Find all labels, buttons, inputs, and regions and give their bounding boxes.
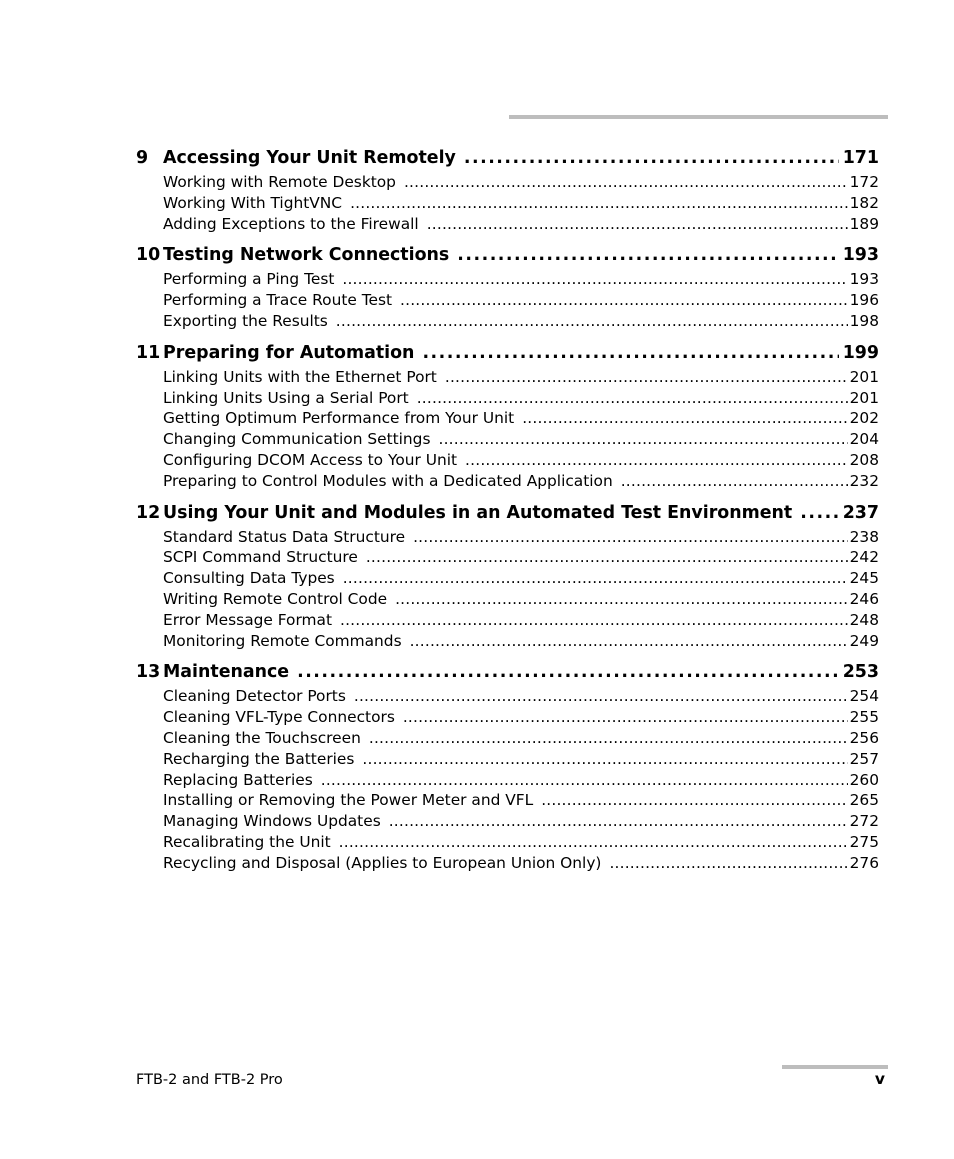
dot-leader bbox=[340, 610, 848, 631]
section-page-number: 260 bbox=[849, 770, 879, 789]
dot-leader bbox=[457, 244, 838, 267]
section-entry[interactable] bbox=[163, 707, 879, 728]
chapter-page-number: 193 bbox=[842, 245, 879, 266]
section-title: Standard Status Data Structure bbox=[163, 527, 406, 546]
section-title: Getting Optimum Performance from Your Unit bbox=[163, 409, 515, 428]
dot-leader bbox=[366, 547, 848, 568]
dot-leader bbox=[339, 832, 848, 853]
dot-leader bbox=[403, 707, 848, 728]
section-page-number: 204 bbox=[849, 430, 879, 449]
dot-leader bbox=[422, 342, 838, 365]
dot-leader bbox=[413, 527, 848, 548]
section-page-number: 193 bbox=[849, 270, 879, 289]
section-entry[interactable] bbox=[163, 450, 879, 471]
chapter-entry[interactable] bbox=[136, 502, 879, 525]
section-title: Preparing to Control Modules with a Dedicated Application bbox=[163, 471, 613, 490]
chapter-title: Preparing for Automation bbox=[163, 342, 415, 363]
footer-product-name: FTB-2 and FTB-2 Pro bbox=[136, 1072, 283, 1088]
section-title: Monitoring Remote Commands bbox=[163, 631, 402, 650]
section-title: Changing Communication Settings bbox=[163, 430, 431, 449]
chapter-title: Accessing Your Unit Remotely bbox=[163, 148, 456, 168]
section-entry[interactable] bbox=[163, 388, 879, 409]
section-title: Writing Remote Control Code bbox=[163, 589, 388, 608]
section-entry[interactable] bbox=[163, 290, 879, 311]
section-title: Exporting the Results bbox=[163, 311, 328, 330]
section-title: Recycling and Disposal (Applies to European Union Only) bbox=[163, 853, 602, 872]
chapter-number: 13 bbox=[136, 662, 161, 683]
section-title: Cleaning the Touchscreen bbox=[163, 728, 361, 747]
dot-leader bbox=[800, 502, 838, 525]
section-page-number: 196 bbox=[849, 291, 879, 310]
section-title: Working With TightVNC bbox=[163, 193, 343, 212]
section-page-number: 246 bbox=[849, 589, 879, 608]
dot-leader bbox=[369, 728, 848, 749]
section-title: Error Message Format bbox=[163, 610, 332, 629]
section-page-number: 189 bbox=[849, 214, 879, 233]
section-entry[interactable] bbox=[163, 429, 879, 450]
section-page-number: 275 bbox=[849, 832, 879, 851]
chapter-page-number: 237 bbox=[842, 502, 879, 523]
section-entry[interactable] bbox=[163, 770, 879, 791]
section-entry[interactable] bbox=[163, 832, 879, 853]
section-title: Working with Remote Desktop bbox=[163, 173, 396, 191]
section-title: Managing Windows Updates bbox=[163, 812, 381, 831]
section-page-number: 276 bbox=[849, 853, 879, 872]
section-page-number: 265 bbox=[849, 791, 879, 810]
section-entry[interactable] bbox=[163, 686, 879, 707]
dot-leader bbox=[354, 686, 848, 707]
section-entry[interactable] bbox=[163, 811, 879, 832]
dot-leader bbox=[343, 568, 848, 589]
chapter-page-number: 171 bbox=[842, 148, 879, 168]
section-entry[interactable] bbox=[163, 172, 879, 193]
dot-leader bbox=[438, 429, 847, 450]
section-page-number: 201 bbox=[849, 367, 879, 386]
toc-chapter bbox=[136, 342, 879, 492]
dot-leader bbox=[342, 269, 847, 290]
section-title: Cleaning Detector Ports bbox=[163, 687, 346, 706]
section-entry[interactable] bbox=[163, 367, 879, 388]
dot-leader bbox=[395, 589, 848, 610]
dot-leader bbox=[404, 172, 848, 193]
chapter-number: 11 bbox=[136, 342, 161, 363]
section-entry[interactable] bbox=[163, 589, 879, 610]
dot-leader bbox=[400, 290, 848, 311]
section-title: SCPI Command Structure bbox=[163, 548, 358, 567]
section-entry[interactable] bbox=[163, 547, 879, 568]
section-entry[interactable] bbox=[163, 853, 879, 874]
section-entry[interactable] bbox=[163, 728, 879, 749]
dot-leader bbox=[350, 193, 848, 214]
section-title: Performing a Trace Route Test bbox=[163, 291, 393, 310]
section-page-number: 182 bbox=[849, 193, 879, 212]
section-entry[interactable] bbox=[163, 471, 879, 492]
section-page-number: 208 bbox=[849, 450, 879, 469]
section-title: Configuring DCOM Access to Your Unit bbox=[163, 450, 458, 469]
section-entry[interactable] bbox=[163, 269, 879, 290]
dot-leader bbox=[321, 770, 848, 791]
chapter-number: 9 bbox=[136, 148, 149, 168]
chapter-title: Using Your Unit and Modules in an Automated Test Environment bbox=[163, 502, 793, 523]
header-rule bbox=[509, 115, 888, 119]
chapter-title: Testing Network Connections bbox=[163, 245, 450, 266]
section-entry[interactable] bbox=[163, 790, 879, 811]
section-page-number: 255 bbox=[849, 708, 879, 727]
chapter-number: 10 bbox=[136, 245, 161, 266]
toc-chapter bbox=[136, 661, 879, 873]
section-title: Cleaning VFL-Type Connectors bbox=[163, 708, 395, 727]
dot-leader bbox=[464, 147, 839, 170]
section-page-number: 245 bbox=[849, 569, 879, 588]
section-page-number: 254 bbox=[849, 687, 879, 706]
section-entry[interactable] bbox=[163, 214, 879, 235]
section-title: Linking Units with the Ethernet Port bbox=[163, 367, 437, 386]
chapter-entry[interactable] bbox=[136, 244, 879, 267]
section-title: Installing or Removing the Power Meter and VFL bbox=[163, 791, 534, 810]
section-title: Consulting Data Types bbox=[163, 569, 335, 588]
footer-rule bbox=[782, 1065, 888, 1069]
section-entry[interactable] bbox=[163, 610, 879, 631]
section-title: Recalibrating the Unit bbox=[163, 832, 331, 851]
section-page-number: 201 bbox=[849, 388, 879, 407]
chapter-entry[interactable] bbox=[136, 147, 879, 170]
dot-leader bbox=[389, 811, 848, 832]
dot-leader bbox=[427, 214, 848, 235]
section-entry[interactable] bbox=[163, 568, 879, 589]
dot-leader bbox=[621, 471, 848, 492]
footer-page-number: v bbox=[874, 1070, 885, 1088]
chapter-entry[interactable] bbox=[136, 342, 879, 365]
section-page-number: 249 bbox=[849, 631, 879, 650]
chapter-entry[interactable] bbox=[136, 661, 879, 684]
section-page-number: 242 bbox=[849, 548, 879, 567]
table-of-contents bbox=[136, 147, 879, 884]
section-entry[interactable] bbox=[163, 408, 879, 429]
dot-leader bbox=[445, 367, 848, 388]
chapter-number: 12 bbox=[136, 502, 161, 523]
section-page-number: 198 bbox=[849, 311, 879, 330]
chapter-title: Maintenance bbox=[163, 662, 290, 683]
section-title: Recharging the Batteries bbox=[163, 749, 355, 768]
section-title: Performing a Ping Test bbox=[163, 270, 335, 289]
dot-leader bbox=[522, 408, 847, 429]
section-page-number: 257 bbox=[849, 749, 879, 768]
toc-chapter bbox=[136, 147, 879, 234]
section-page-number: 248 bbox=[849, 610, 879, 629]
section-page-number: 232 bbox=[849, 471, 879, 490]
section-entry[interactable] bbox=[163, 193, 879, 214]
section-title: Replacing Batteries bbox=[163, 770, 313, 789]
section-title: Adding Exceptions to the Firewall bbox=[163, 214, 419, 233]
dot-leader bbox=[336, 311, 848, 332]
toc-chapter bbox=[136, 244, 879, 331]
section-entry[interactable] bbox=[163, 631, 879, 652]
dot-leader bbox=[541, 790, 847, 811]
section-entry[interactable] bbox=[163, 311, 879, 332]
section-page-number: 172 bbox=[849, 173, 879, 191]
section-page-number: 256 bbox=[849, 728, 879, 747]
dot-leader bbox=[417, 388, 848, 409]
section-page-number: 202 bbox=[849, 409, 879, 428]
toc-chapter bbox=[136, 502, 879, 652]
chapter-page-number: 253 bbox=[842, 662, 879, 683]
chapter-page-number: 199 bbox=[842, 342, 879, 363]
section-entry[interactable] bbox=[163, 749, 879, 770]
dot-leader bbox=[362, 749, 847, 770]
section-page-number: 238 bbox=[849, 527, 879, 546]
section-page-number: 272 bbox=[849, 812, 879, 831]
dot-leader bbox=[465, 450, 848, 471]
section-entry[interactable] bbox=[163, 527, 879, 548]
dot-leader bbox=[609, 853, 847, 874]
dot-leader bbox=[410, 631, 848, 652]
dot-leader bbox=[297, 661, 839, 684]
section-title: Linking Units Using a Serial Port bbox=[163, 388, 409, 407]
